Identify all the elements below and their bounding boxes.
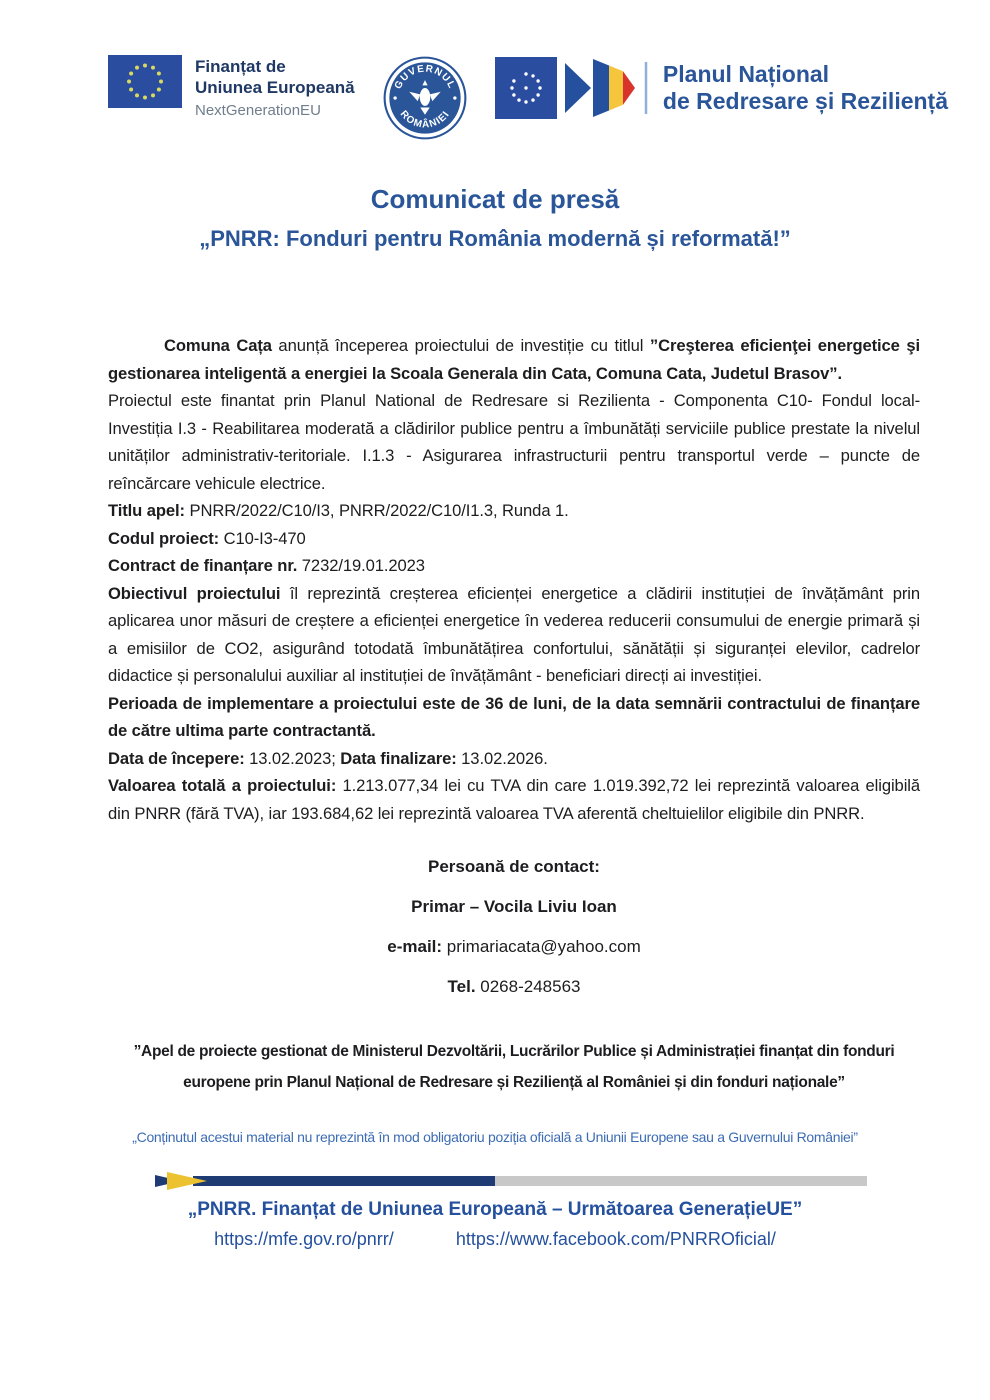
page-subtitle: „PNRR: Fonduri pentru România modernă și reformată!” bbox=[199, 226, 791, 251]
header-logos bbox=[0, 0, 990, 146]
eu-logo-subline: NextGenerationEU bbox=[195, 102, 321, 119]
paragraph-project-code: Codul proiect: C10-I3-470 bbox=[108, 528, 306, 548]
eu-flag-icon bbox=[108, 55, 182, 108]
paragraph-call-title: Titlu apel: PNRR/2022/C10/I3, PNRR/2022/C10/I1.3, Runda 1. bbox=[108, 501, 569, 520]
gov-seal bbox=[382, 55, 468, 146]
link-mfe-pnrr[interactable]: https://mfe.gov.ro/pnrr/ bbox=[214, 1229, 394, 1249]
ministry-statement: ”Apel de proiecte gestionat de Ministerul Dezvoltării, Lucrărilor Publice și Administrației finanțat din fonduri europene prin Planul Național de Redresare și Reziliență al României și din fonduri naționale” bbox=[133, 1043, 895, 1091]
pnrr-logo bbox=[495, 55, 948, 121]
footer-slogan: „PNRR. Finanțat de Uniunea Europeană – Următoarea GenerațieUE” bbox=[187, 1199, 803, 1220]
pnrr-mark-icon bbox=[495, 55, 653, 121]
disclaimer-text: „Conținutul acestui material nu reprezintă în mod obligatoriu poziția oficială a Uniunii Europene sau a Guvernului României” bbox=[132, 1129, 858, 1145]
pnrr-logo-line2: de Redresare și Reziliență bbox=[662, 88, 948, 114]
gov-seal-top-text: GUVERNUL bbox=[392, 63, 458, 92]
document-body bbox=[0, 332, 990, 1098]
eu-logo-line1: Finanțat de bbox=[195, 57, 286, 76]
paragraph-total-value: Valoarea totală a proiectului: 1.213.077,34 lei cu TVA din care 1.019.392,72 lei reprezintă valoarea eligibilă din PNRR (fără TVA), iar 193.684,62 lei reprezintă valoarea TVA aferentă cheltuielilor eligibile din PNRR. bbox=[108, 776, 920, 823]
gov-seal-icon bbox=[382, 55, 468, 141]
eu-funding-logo bbox=[108, 55, 355, 121]
pnrr-logo-text bbox=[663, 61, 948, 115]
link-pnrr-facebook[interactable]: https://www.facebook.com/PNRROficial/ bbox=[455, 1229, 776, 1249]
footer-arrow-yellow-icon bbox=[167, 1172, 207, 1190]
pnrr-logo-line1: Planul Național bbox=[662, 61, 830, 87]
paragraph-financing: Proiectul este finantat prin Planul National de Redresare si Rezilienta - Componenta C10- Fondul local- Investiția I.3 - Reabilitarea moderată a clădirilor publice pentru a îmbunătăți serviciile publice prestate la nivelul unităților administrativ-teritoriale. I.1.3 - Asigurarea infrastructurii pentru transportul verde – puncte de reîncărcare vehicule electrice. bbox=[108, 391, 920, 493]
contact-heading: Persoană de contact: bbox=[428, 857, 600, 876]
footer-bar-graphic bbox=[155, 1172, 870, 1190]
footer-links bbox=[0, 1229, 990, 1250]
paragraph-objective: Obiectivul proiectului îl reprezintă creșterea eficienței energetice a clădirii instituției de învățământ prin aplicarea unor măsuri de creștere a eficienței energetice în vederea reducerii consumului de energie primară și a emisiilor de CO2, asigurând totodată îmbunătățirea confortului, sănătății și siguranței elevilor, cadrelor didactice și personalului auxiliar al instituției de învățământ - beneficiari direcți ai investiției. bbox=[108, 583, 920, 685]
contact-person: Primar – Vocila Liviu Ioan bbox=[411, 897, 617, 916]
body-paragraphs bbox=[108, 332, 920, 827]
paragraph-contract-number: Contract de finanțare nr. 7232/19.01.2023 bbox=[108, 556, 425, 575]
contact-email: e-mail: primariacata@yahoo.com bbox=[387, 937, 641, 956]
eu-logo-text bbox=[195, 55, 355, 121]
contact-block bbox=[108, 853, 920, 1000]
contact-phone: Tel. 0268-248563 bbox=[447, 977, 581, 996]
paragraph-implementation: Perioada de implementare a proiectului este de 36 de luni, de la data semnării contractului de finanțare de către ultima parte contractantă. bbox=[108, 693, 920, 740]
eu-logo-line2: Uniunea Europeană bbox=[195, 78, 355, 97]
paragraph-intro: Comuna Cața anunță începerea proiectului de investiție cu titlul ”Creşterea eficienţei energetice şi gestionarea inteligentă a energiei la Scoala Generala din Cata, Comuna Cata, Judetul Brasov”. bbox=[108, 336, 920, 383]
paragraph-dates: Data de începere: 13.02.2023; Data finalizare: 13.02.2026. bbox=[108, 748, 548, 768]
gov-seal-bottom-text: ROMÂNIEI bbox=[397, 108, 453, 131]
page-title: Comunicat de presă bbox=[370, 184, 620, 214]
